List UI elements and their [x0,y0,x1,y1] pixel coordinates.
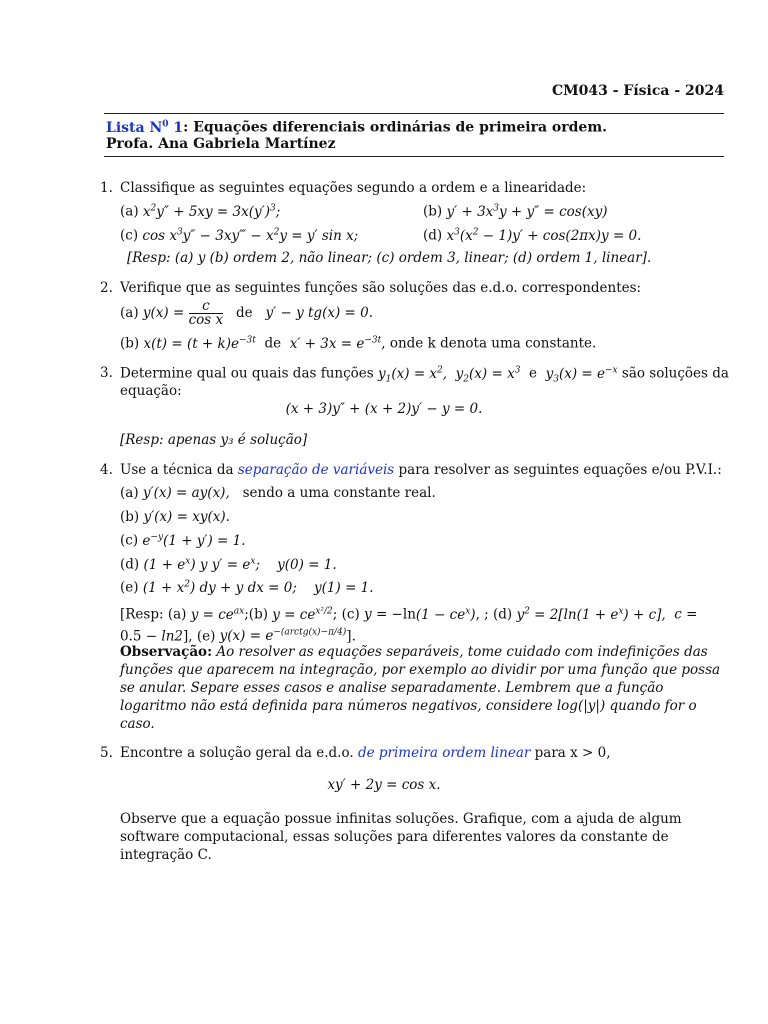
q5-text: Encontre a solução geral da e.d.o. de primeira ordem linear para x > 0, [120,745,611,761]
course-title: CM043 - Física - 2024 [552,83,724,99]
q3-answer: [Resp: apenas y₃ é solução] [120,432,308,448]
q4-number: 4. [100,462,113,478]
q5-equation: xy′ + 2y = cos x. [327,777,441,793]
q3-text: Determine qual ou quais das funções $y_1(x) = x^2$, $y_2(x) = x^3$ e $y_3(x) = e^{-x}$ são soluções da [120,365,729,385]
q3-number: 3. [100,365,113,381]
q1-item-a: (a) $x^2y'' + 5xy = 3x(y')^3$; [120,203,281,220]
q4-link-separation[interactable]: separação de variáveis [237,462,395,478]
q4-answer: [Resp: (a) $y = ce^{ax};(b) y = ce^{x^2/2}$; (c) $y = -\ln(1 - ce^x)$, ; (d) $y^2 = 2[\ln(1 + e^x) + c]$, c = 0.5 − ln2], (e) $y(x) = e^{-(arctg(x)-\pi/4)}$]. [120,606,698,644]
q1-item-b: (b) $y' + 3x^3y + y'' = \cos(xy)$ [423,203,608,220]
q4-item-e: (e) $(1 + x^2)$ dy + y dx = 0; y(1) = 1. [120,579,374,596]
q4-item-c: (c) $e^{-y}(1 + y') = 1$. [120,532,246,549]
q4-observation: Observação: Ao resolver as equações separáveis, tome cuidado com indefinições das funções que aparecem na integração, por exemplo ao dividir por uma função que possa se anular. Separe esses casos e analise separadamente. Lembrem que a função logaritmo não está definida para números negativos, considere log(|y|) quando for o caso. [120,644,721,732]
q2-number: 2. [100,280,113,296]
header-rule-bottom [104,156,724,157]
q1-text: Classifique as seguintes equações segundo a ordem e a linearidade: [120,180,587,196]
q4-item-a: (a) y′(x) = ay(x), sendo a uma constante real. [120,485,436,501]
professor-name: Profa. Ana Gabriela Martínez [106,136,336,152]
q5-link-linear[interactable]: de primeira ordem linear [357,745,531,761]
q5-number: 5. [100,745,113,761]
q2-text: Verifique que as seguintes funções são soluções das e.d.o. correspondentes: [120,280,642,296]
q5-note: Observe que a equação possue infinitas soluções. Grafique, com a ajuda de algum software computacional, essas soluções para diferentes valores da constante de integração C. [120,811,682,863]
q1-item-c: (c) $\cos x^3y''$ − 3xy‴ − $x^2y = y'$ sin x; [120,227,359,244]
q4-item-d: (d) $(1 + e^x)$ y $y' = e^x$; y(0) = 1. [120,556,337,573]
q1-number: 1. [100,180,113,196]
q2-item-b: (b) $x(t) = (t + k)e^{-3t}$ de $x' + 3x = e^{-3t}$, onde k denota uma constante. [120,335,597,352]
list-label: Lista $N^0$ 1 [106,119,184,136]
q4-item-b: (b) y′(x) = xy(x). [120,509,230,525]
list-heading: Lista $N^0$ 1: Equações diferenciais ordinárias de primeira ordem. [106,119,608,136]
q3-text-cont: equação: [120,383,182,399]
header-rule-top [104,113,724,114]
q1-answer: [Resp: (a) y (b) ordem 2, não linear; (c) ordem 3, linear; (d) ordem 1, linear]. [127,250,652,266]
q2-item-a: (a) y(x) = $\frac{c}{\text{cos x}}$ de y′ − y tg(x) = 0. [120,298,373,328]
q3-equation: (x + 3)y″ + (x + 2)y′ − y = 0. [285,401,483,417]
q1-item-d: (d) $x^3(x^2 - 1)y' + \cos(2\pi x)y = 0$. [423,227,642,244]
q4-text: Use a técnica da separação de variáveis para resolver as seguintes equações e/ou P.V.I.: [120,462,722,478]
